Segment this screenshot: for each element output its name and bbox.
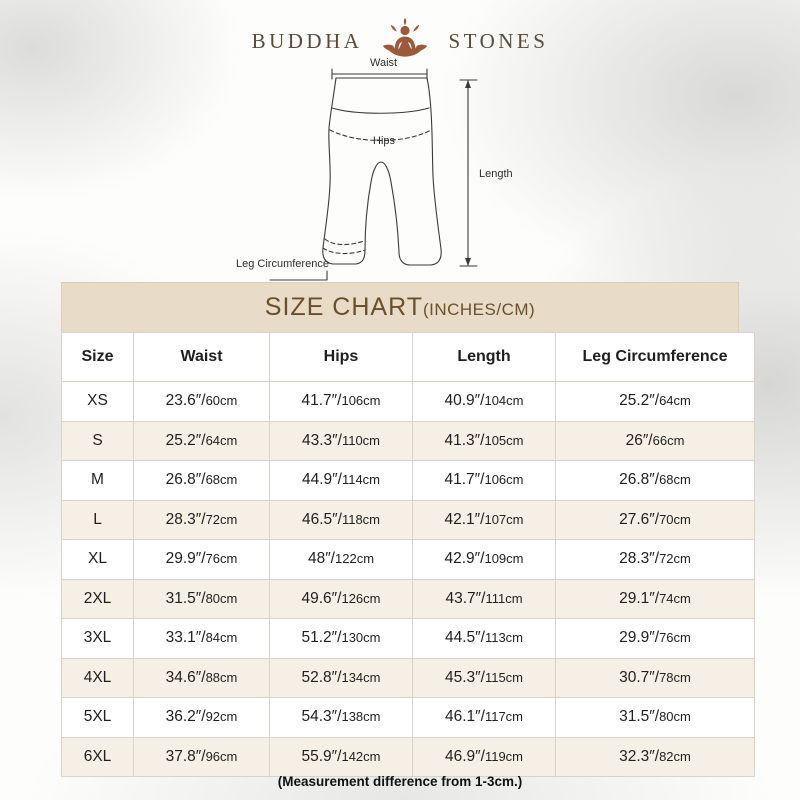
- value-inches: 42.9″/: [444, 550, 485, 568]
- value-cm: 64cm: [659, 393, 691, 409]
- cell-waist: [134, 698, 270, 738]
- value-cm: 122cm: [335, 551, 375, 567]
- column-header-leg-circumference: Leg Circumference: [556, 333, 755, 382]
- value-inches: 49.6″/: [301, 589, 342, 607]
- cell-leg-circumference: [556, 540, 755, 580]
- value-inches: 31.5″/: [165, 589, 206, 607]
- value-cm: 111cm: [485, 590, 523, 606]
- value-inches: 29.9″/: [165, 550, 206, 568]
- table-row: [62, 421, 755, 461]
- value-inches: 41.7″/: [301, 392, 342, 410]
- size-chart-title-unit: (INCHES/CM): [422, 300, 536, 319]
- value-cm: 76cm: [205, 551, 238, 567]
- table-row: [62, 737, 755, 777]
- cell-size: L: [62, 500, 134, 540]
- value-inches: 54.3″/: [301, 708, 342, 726]
- cell-hips: [270, 737, 413, 777]
- value-cm: 118cm: [341, 511, 381, 527]
- cell-hips: [270, 579, 413, 619]
- value-cm: 104cm: [484, 393, 524, 409]
- value-cm: 68cm: [205, 472, 238, 488]
- value-cm: 68cm: [659, 472, 691, 488]
- table-row: [62, 698, 755, 738]
- cell-leg-circumference: [556, 579, 755, 619]
- table-row: [62, 461, 755, 501]
- cell-waist: [134, 658, 270, 698]
- cell-leg-circumference: [556, 619, 755, 659]
- high-waist-pants-diagram: [215, 58, 595, 283]
- value-cm: 110cm: [341, 432, 381, 448]
- cell-length: [413, 540, 556, 580]
- value-inches: 27.6″/: [619, 510, 660, 528]
- cell-leg-circumference: [556, 382, 755, 422]
- value-cm: 106cm: [484, 472, 524, 488]
- cell-length: [413, 500, 556, 540]
- cell-leg-circumference: [556, 698, 755, 738]
- value-inches: 29.9″/: [619, 629, 660, 647]
- value-cm: 60cm: [205, 393, 238, 409]
- cell-hips: [270, 461, 413, 501]
- size-chart-title-text: SIZE CHART: [264, 293, 423, 321]
- value-inches: 52.8″/: [301, 668, 342, 686]
- cell-size: 6XL: [62, 737, 134, 777]
- value-cm: 119cm: [484, 748, 524, 764]
- cell-size: 3XL: [62, 619, 134, 659]
- measurement-note: (Measurement difference from 1-3cm.): [277, 774, 523, 789]
- column-header-waist: Waist: [134, 333, 270, 382]
- cell-waist: [134, 421, 270, 461]
- value-inches: 26.8″/: [165, 471, 206, 489]
- value-inches: 25.2″/: [165, 431, 206, 449]
- table-row: [62, 382, 755, 422]
- diagram-label-leg-circumference: Leg Circumference: [236, 258, 329, 270]
- value-inches: 44.5″/: [444, 629, 485, 647]
- cell-length: [413, 382, 556, 422]
- value-cm: 72cm: [205, 511, 238, 527]
- value-cm: 106cm: [341, 393, 381, 409]
- cell-leg-circumference: [556, 461, 755, 501]
- cell-length: [413, 461, 556, 501]
- cell-waist: [134, 540, 270, 580]
- cell-length: [413, 619, 556, 659]
- value-cm: 107cm: [484, 511, 524, 527]
- value-inches: 46.9″/: [444, 747, 485, 765]
- size-chart: [61, 282, 739, 777]
- table-header-row: [62, 333, 755, 382]
- table-row: [62, 500, 755, 540]
- value-inches: 26″/: [625, 431, 653, 449]
- value-cm: 114cm: [341, 472, 381, 488]
- cell-hips: [270, 698, 413, 738]
- value-inches: 43.7″/: [445, 589, 486, 607]
- cell-hips: [270, 500, 413, 540]
- value-cm: 74cm: [659, 590, 691, 606]
- value-inches: 25.2″/: [619, 392, 660, 410]
- value-cm: 64cm: [205, 432, 238, 448]
- value-inches: 28.3″/: [165, 510, 206, 528]
- value-inches: 40.9″/: [444, 392, 485, 410]
- cell-leg-circumference: [556, 737, 755, 777]
- cell-size: S: [62, 421, 134, 461]
- cell-hips: [270, 540, 413, 580]
- diagram-label-waist: Waist: [370, 57, 398, 69]
- value-inches: 43.3″/: [301, 431, 342, 449]
- page-title: [265, 293, 535, 322]
- value-inches: 29.1″/: [619, 589, 660, 607]
- cell-leg-circumference: [556, 421, 755, 461]
- column-header-size: Size: [62, 333, 134, 382]
- value-inches: 51.2″/: [301, 629, 342, 647]
- table-row: [62, 540, 755, 580]
- cell-hips: [270, 619, 413, 659]
- value-cm: 142cm: [341, 748, 381, 764]
- value-cm: 96cm: [205, 748, 238, 764]
- cell-hips: [270, 658, 413, 698]
- value-cm: 84cm: [205, 630, 238, 646]
- cell-size: XS: [62, 382, 134, 422]
- cell-length: [413, 658, 556, 698]
- cell-hips: [270, 382, 413, 422]
- value-inches: 46.1″/: [444, 708, 485, 726]
- value-cm: 134cm: [341, 669, 381, 685]
- cell-leg-circumference: [556, 658, 755, 698]
- value-cm: 113cm: [484, 630, 524, 646]
- cell-length: [413, 698, 556, 738]
- value-cm: 78cm: [659, 669, 691, 685]
- cell-length: [413, 421, 556, 461]
- value-cm: 82cm: [659, 748, 691, 764]
- value-inches: 48″/: [307, 550, 335, 568]
- table-row: [62, 579, 755, 619]
- cell-size: 2XL: [62, 579, 134, 619]
- value-cm: 80cm: [205, 590, 238, 606]
- value-inches: 36.2″/: [165, 708, 206, 726]
- diagram-label-length: Length: [479, 168, 513, 180]
- value-cm: 126cm: [341, 590, 381, 606]
- cell-waist: [134, 579, 270, 619]
- value-inches: 33.1″/: [165, 629, 206, 647]
- value-cm: 130cm: [341, 630, 381, 646]
- cell-waist: [134, 382, 270, 422]
- measurement-diagram: [215, 58, 595, 283]
- value-cm: 138cm: [341, 709, 381, 725]
- value-cm: 72cm: [659, 551, 691, 567]
- value-inches: 37.8″/: [165, 747, 206, 765]
- size-chart-title-bar: [61, 282, 739, 332]
- value-inches: 46.5″/: [301, 510, 342, 528]
- value-cm: 115cm: [484, 669, 524, 685]
- value-inches: 55.9″/: [301, 747, 342, 765]
- cell-length: [413, 737, 556, 777]
- cell-size: 4XL: [62, 658, 134, 698]
- cell-size: M: [62, 461, 134, 501]
- value-inches: 26.8″/: [619, 471, 660, 489]
- value-inches: 44.9″/: [301, 471, 342, 489]
- value-inches: 34.6″/: [165, 668, 206, 686]
- value-inches: 41.7″/: [444, 471, 485, 489]
- value-inches: 30.7″/: [619, 668, 660, 686]
- cell-leg-circumference: [556, 500, 755, 540]
- cell-waist: [134, 461, 270, 501]
- value-cm: 66cm: [652, 432, 685, 448]
- value-inches: 31.5″/: [619, 708, 660, 726]
- cell-hips: [270, 421, 413, 461]
- table-row: [62, 619, 755, 659]
- value-cm: 117cm: [484, 709, 524, 725]
- cell-size: XL: [62, 540, 134, 580]
- cell-length: [413, 579, 556, 619]
- value-cm: 105cm: [484, 432, 524, 448]
- column-header-hips: Hips: [270, 333, 413, 382]
- size-table: [61, 332, 755, 777]
- value-inches: 45.3″/: [444, 668, 485, 686]
- value-cm: 70cm: [659, 511, 691, 527]
- value-cm: 80cm: [659, 709, 691, 725]
- value-inches: 41.3″/: [444, 431, 485, 449]
- value-inches: 42.1″/: [444, 510, 485, 528]
- cell-size: 5XL: [62, 698, 134, 738]
- cell-waist: [134, 500, 270, 540]
- table-row: [62, 658, 755, 698]
- value-cm: 76cm: [659, 630, 691, 646]
- brand-name-right: STONES: [448, 28, 549, 53]
- value-cm: 92cm: [205, 709, 238, 725]
- diagram-label-hips: Hips: [373, 135, 396, 147]
- brand-name-left: BUDDHA: [251, 28, 363, 53]
- value-inches: 28.3″/: [619, 550, 660, 568]
- value-inches: 32.3″/: [619, 747, 660, 765]
- value-inches: 23.6″/: [165, 392, 206, 410]
- column-header-length: Length: [413, 333, 556, 382]
- value-cm: 88cm: [205, 669, 238, 685]
- cell-waist: [134, 737, 270, 777]
- value-cm: 109cm: [484, 551, 524, 567]
- cell-waist: [134, 619, 270, 659]
